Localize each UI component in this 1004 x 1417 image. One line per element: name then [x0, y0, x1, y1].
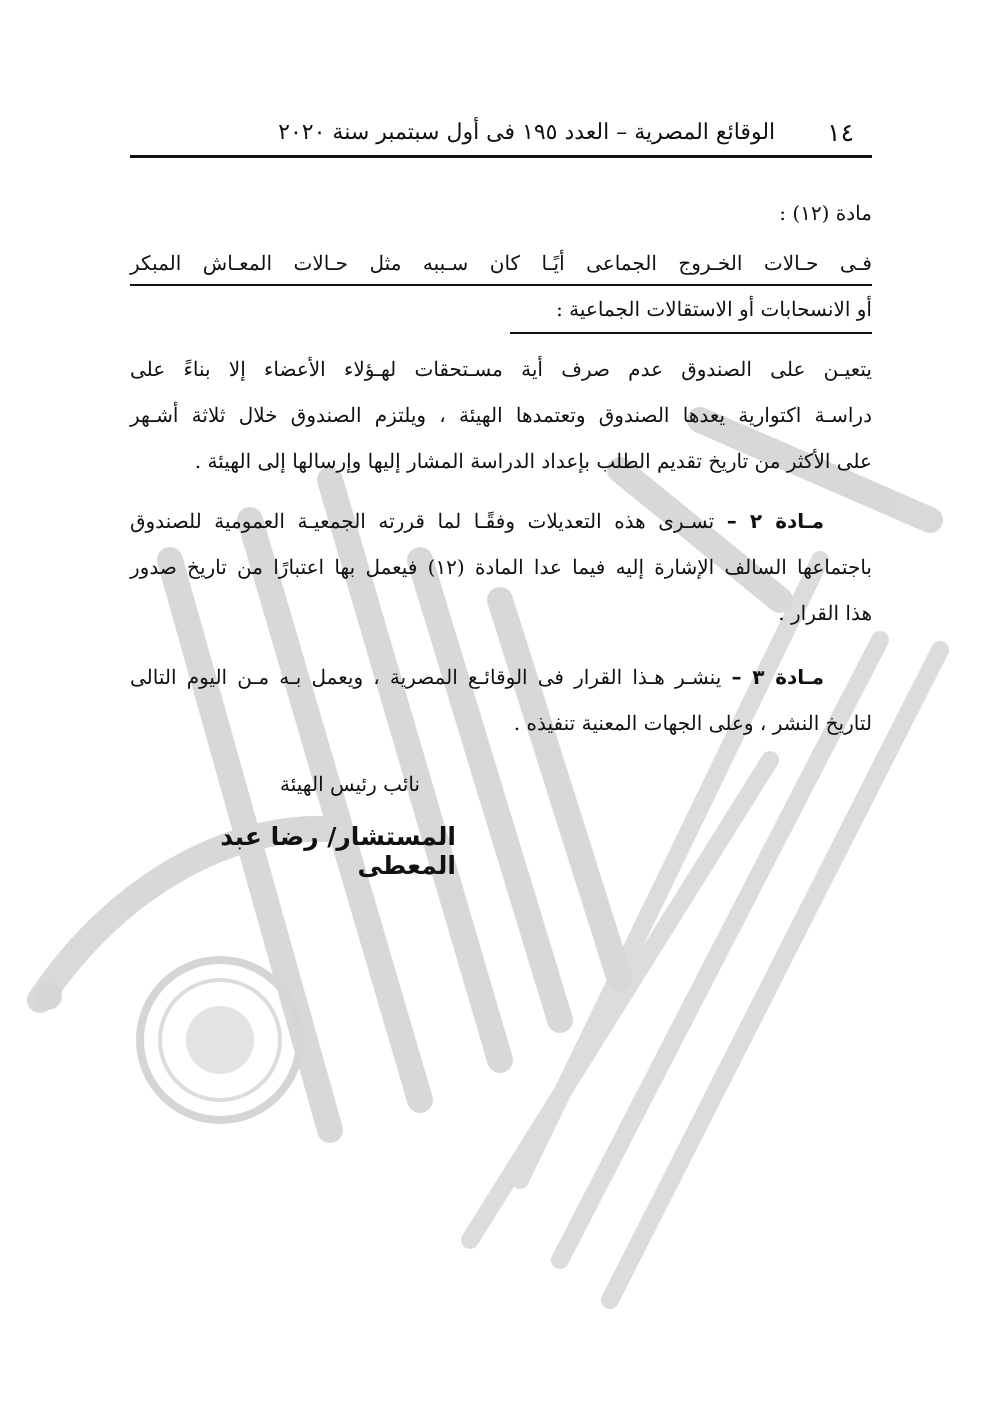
article-12-body-line-1: يتعيـن على الصندوق عدم صرف أية مسـتحقات لهـؤلاء الأعضاء إلا بناءً على [130, 357, 872, 381]
article-12-heading-line1-text: فـى حـالات الخـروج الجماعى أيًـا كان سـببه مثل حـالات المعـاش المبكر [130, 251, 872, 275]
article-2-line-3: هذا القرار . [778, 601, 872, 625]
heading-underline-1 [130, 284, 872, 286]
article-2-line-1 [130, 504, 872, 550]
article-3-line-1 [130, 660, 872, 706]
header-title: الوقائع المصرية – العدد ١٩٥ فى أول سبتمبر سنة ٢٠٢٠ [278, 119, 776, 145]
article-2-line-1-text: تسـرى هذه التعديلات وفقًـا لما قررته الجمعيـة العمومية للصندوق [130, 509, 715, 533]
article-12-heading-line2 [130, 292, 872, 326]
page-header [130, 112, 872, 152]
article-12-body-line-2: دراسـة اكتوارية يعدها الصندوق وتعتمدها الهيئة ، ويلتزم الصندوق خلال ثلاثة أشـهر [130, 403, 872, 427]
article-3-line-2: لتاريخ النشر ، وعلى الجهات المعنية تنفيذه . [513, 711, 872, 735]
heading-underline-2 [510, 332, 872, 334]
article-2 [130, 504, 872, 642]
article-12-body [130, 352, 872, 490]
signature-title: نائب رئيس الهيئة [280, 772, 420, 796]
article-2-label: مـادة ٢ – [726, 509, 825, 533]
article-12-body-line-3: على الأكثر من تاريخ تقديم الطلب بإعداد الدراسة المشار إليها وإرسالها إلى الهيئة . [194, 449, 872, 473]
signature-name: المستشار/ رضا عبد المعطى [220, 822, 456, 880]
article-3-label: مـادة ٣ – [731, 665, 825, 689]
article-12-label-text: مادة (١٢) : [779, 201, 872, 225]
article-3-line-1-text: ينشـر هـذا القرار فى الوقائـع المصرية ، ويعمل بـه مـن اليوم التالى [130, 665, 722, 689]
article-12-heading-line1 [130, 246, 872, 280]
page-number: ١٤ [827, 117, 854, 147]
header-divider [130, 155, 872, 158]
article-2-line-2: باجتماعها السالف الإشارة إليه فيما عدا المادة (١٢) فيعمل بها اعتبارًا من تاريخ صدور [130, 555, 872, 579]
article-12-label [130, 196, 872, 230]
article-3 [130, 660, 872, 752]
article-12-heading-line2-text: أو الانسحابات أو الاستقالات الجماعية : [556, 297, 872, 321]
